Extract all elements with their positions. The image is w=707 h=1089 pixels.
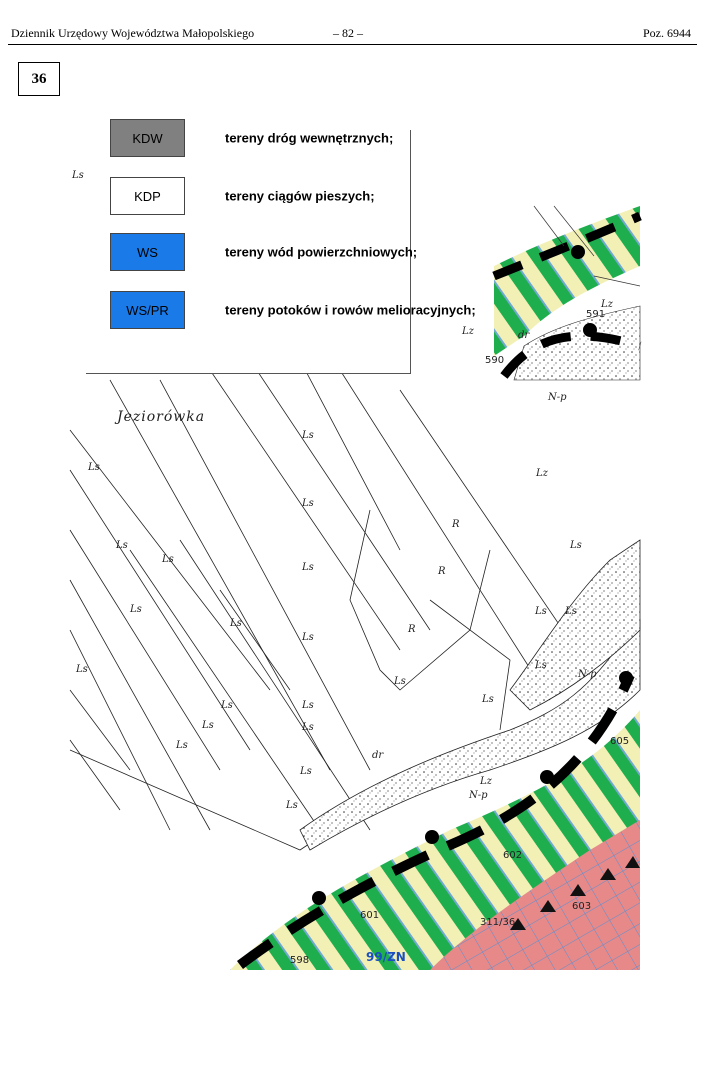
parcel-number-label: 598 bbox=[290, 955, 310, 966]
land-use-label: N-p bbox=[578, 669, 597, 680]
attachment-number-box: 36 bbox=[18, 62, 60, 96]
land-use-label: R bbox=[438, 566, 446, 577]
land-use-label: Ls bbox=[535, 606, 547, 617]
legend-swatch-kdw: KDW bbox=[110, 119, 185, 157]
header-rule bbox=[8, 44, 697, 45]
land-use-label: Ls bbox=[286, 800, 298, 811]
parcel-number-label: 602 bbox=[503, 850, 523, 861]
land-use-label: Ls bbox=[130, 604, 142, 615]
legend-text-ws: tereny wód powierzchniowych; bbox=[225, 244, 418, 260]
land-use-label: Ls bbox=[302, 562, 314, 573]
land-use-label: Ls bbox=[88, 462, 100, 473]
land-use-label: dr bbox=[518, 330, 530, 341]
land-use-label: Ls bbox=[300, 766, 312, 777]
land-use-label: Ls bbox=[72, 170, 84, 181]
land-use-label: Ls bbox=[302, 632, 314, 643]
legend-item-kdw bbox=[110, 130, 394, 157]
parcel-number-label: 590 bbox=[485, 355, 505, 366]
land-use-label: Ls bbox=[302, 430, 314, 441]
land-use-label: Ls bbox=[116, 540, 128, 551]
legend-text-kdw: tereny dróg wewnętrznych; bbox=[225, 130, 394, 146]
land-use-label: Ls bbox=[565, 606, 577, 617]
legend-item-wspr bbox=[110, 291, 476, 329]
legend-item-kdp bbox=[110, 177, 375, 215]
parcel-number-label: 591 bbox=[586, 309, 606, 320]
zone-code-label: 99/ZN bbox=[366, 950, 406, 964]
land-use-label: Ls bbox=[76, 664, 88, 675]
land-use-label: Ls bbox=[570, 540, 582, 551]
land-use-label: R bbox=[452, 519, 460, 530]
land-use-label: Ls bbox=[482, 694, 494, 705]
land-use-label: Ls bbox=[535, 660, 547, 671]
land-use-label: Lz bbox=[480, 776, 492, 787]
legend-swatch-ws: WS bbox=[110, 233, 185, 271]
land-use-label: dr bbox=[372, 750, 384, 761]
land-use-label: N-p bbox=[469, 790, 488, 801]
land-use-label: Ls bbox=[230, 618, 242, 629]
land-use-label: Ls bbox=[162, 554, 174, 565]
land-use-label: Lz bbox=[601, 299, 613, 310]
land-use-label: Ls bbox=[302, 722, 314, 733]
parcel-number-label: 601 bbox=[360, 910, 380, 921]
land-use-label: Lz bbox=[536, 468, 548, 479]
page-number: – 82 – bbox=[333, 26, 363, 40]
publication-title: Dziennik Urzędowy Województwa Małopolskiego bbox=[11, 26, 255, 40]
land-use-label: Ls bbox=[176, 740, 188, 751]
legend-swatch-wspr: WS/PR bbox=[110, 291, 185, 329]
land-use-label: Ls bbox=[221, 700, 233, 711]
legend-swatch-kdp: KDP bbox=[110, 177, 185, 215]
legend-text-wspr: tereny potoków i rowów melioracyjnych; bbox=[225, 302, 476, 318]
place-name-label: Jeziorówka bbox=[117, 409, 206, 425]
legend-text-kdp: tereny ciągów pieszych; bbox=[225, 188, 375, 204]
land-use-label: Ls bbox=[394, 676, 406, 687]
land-use-label: Ls bbox=[302, 700, 314, 711]
land-use-label: R bbox=[408, 624, 416, 635]
parcel-number-label: 605 bbox=[610, 736, 630, 747]
legend-item-ws bbox=[110, 233, 418, 271]
position-number: Poz. 6944 bbox=[643, 26, 691, 40]
parcel-number-label: 603 bbox=[572, 901, 592, 912]
parcel-lines bbox=[70, 360, 590, 850]
land-use-label: Lz bbox=[462, 326, 474, 337]
land-use-label: N-p bbox=[548, 392, 567, 403]
parcel-number-label: 311/36 bbox=[480, 917, 516, 928]
land-use-label: Ls bbox=[302, 498, 314, 509]
map-inset-upper-right[interactable] bbox=[494, 206, 640, 380]
land-use-label: Ls bbox=[202, 720, 214, 731]
